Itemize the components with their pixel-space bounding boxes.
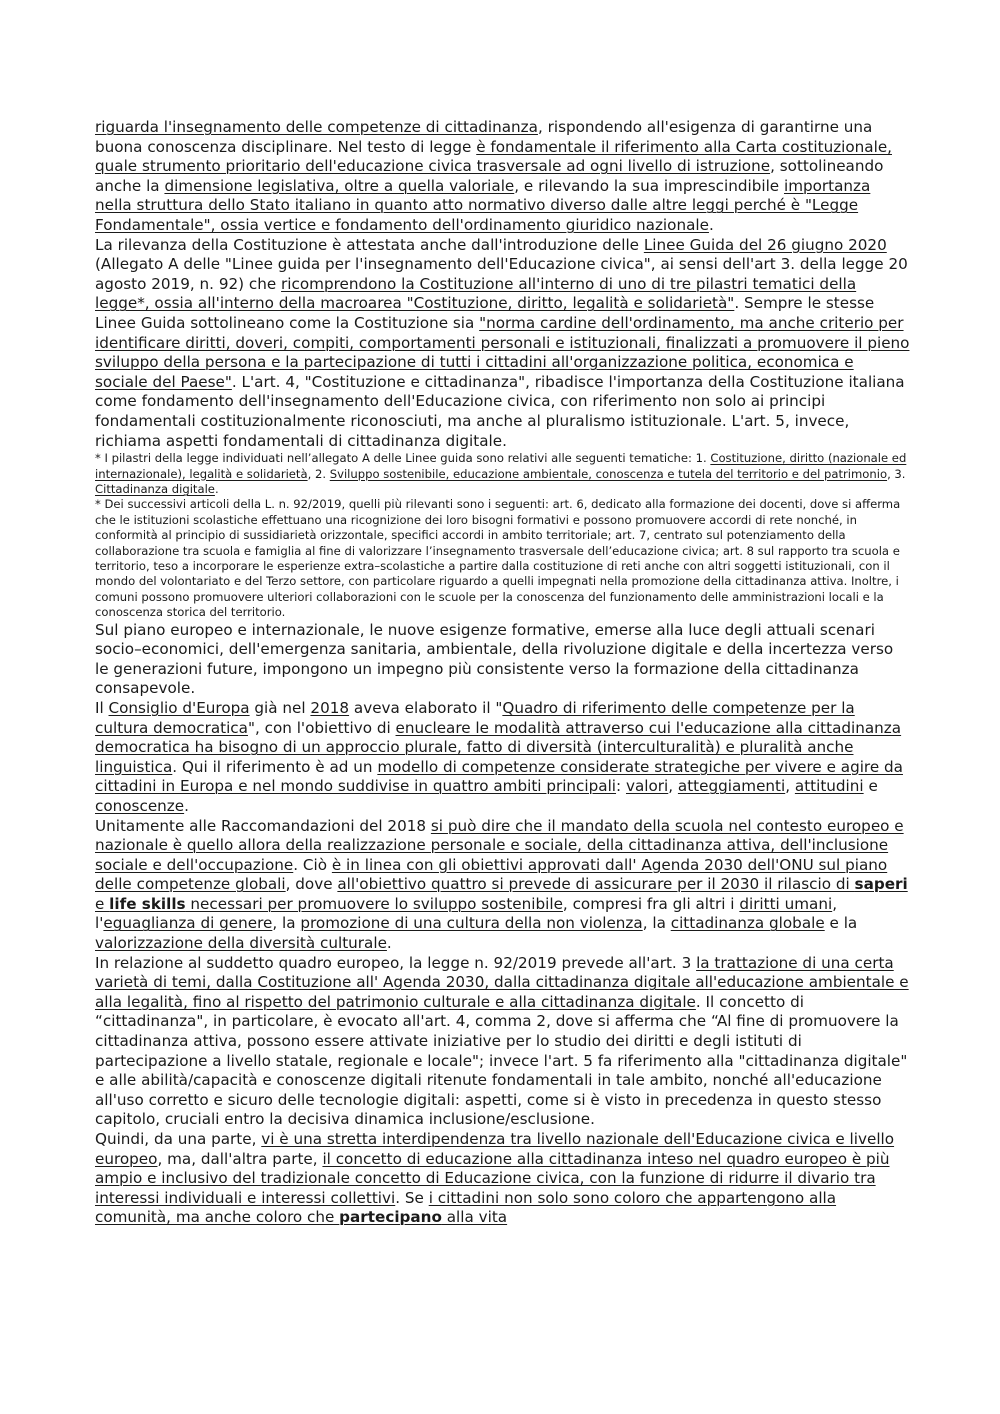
body-text: . [386, 934, 392, 953]
underlined-text: Sviluppo sostenibile, educazione ambientale, conoscenza e tutela del territorio e del patrimonio [329, 466, 888, 481]
body-text: . Il concetto di “cittadinanza", in particolare, è evocato all'art. 4, comma 2, dove si afferma che “Al fine di promuovere la cittadinanza attiva, possono essere attivate iniziative per lo studio dei diritti e degli istituti di partecipazione a livello statale, regionale e locale"; invece l'art. 5 fa riferimento alla "cittadinanza digitale" e alle abilità/capacità e conoscenze digitali ritenute fondamentali in tale ambito, nonché all'educazione all'uso corretto e sicuro delle tecnologie digitali: aspetti, come si è visto in precedenza in questo stesso capitolo, cruciali entro la decisiva dinamica inclusione/esclusione. [95, 992, 908, 1129]
paragraph-constitution-law [95, 118, 910, 236]
paragraph-guidelines [95, 236, 910, 452]
underlined-text: modello di competenze considerate strategiche per vivere e agire da cittadini in Europa e nel mondo suddivise in quattro ambiti principali [95, 757, 903, 796]
body-text: aveva elaborato il " [349, 698, 503, 717]
body-text: , dove [285, 875, 338, 894]
footnote-text: , 2. [307, 466, 330, 481]
bold-text: partecipano [339, 1208, 442, 1227]
body-text: . Qui il riferimento è ad un [172, 757, 378, 776]
body-text: . [184, 796, 189, 815]
underlined-text: riguarda l'insegnamento delle competenze di cittadinanza [95, 118, 538, 136]
body-text: , ma, dall'altra parte, [157, 1149, 323, 1168]
paragraph-recommendations-2018 [95, 817, 910, 954]
body-text: , sottolineando anche la [95, 157, 884, 195]
underlined-text: all'obiettivo quattro si prevede di assicurare per il 2030 il rilascio di [337, 875, 855, 894]
body-text: Il [95, 698, 109, 717]
underlined-text: valorizzazione della diversità culturale [95, 934, 387, 953]
body-text: e [863, 777, 878, 796]
underlined-text: si può dire che il mandato della scuola nel contesto europeo e nazionale è quello allora della realizzazione personale e sociale, della cittadinanza attiva, dell'inclusione sociale e dell'occupazione [95, 816, 904, 874]
body-text: Quindi, da una parte, [95, 1130, 262, 1148]
body-text: , [668, 777, 678, 796]
body-text: Unitamente alle Raccomandazioni del 2018 [95, 816, 431, 835]
underlined-text: attitudini [794, 777, 864, 796]
body-text: , rispondendo all'esigenza di garantirne una buona conoscenza disciplinare. Nel testo di legge [95, 118, 873, 156]
underlined-text: conoscenze [95, 796, 185, 815]
underlined-text: il concetto di educazione alla cittadinanza inteso nel quadro europeo è più ampio e inclusivo del tradizionale concetto di Educazione civica, con la funzione di ridurre il divario tra interessi individuali e interessi collettivi [95, 1149, 890, 1207]
body-text: ", con l'obiettivo di [247, 718, 396, 737]
body-text: . [708, 215, 714, 234]
underlined-text: Cittadinanza digitale [95, 481, 215, 496]
underlined-text: dimensione legislativa, oltre a quella valoriale [164, 176, 515, 195]
underlined-text: enucleare le modalità attraverso cui l'educazione alla cittadinanza democratica ha bisogno di un approccio plurale, fatto di diversità (interculturalità) e pluralità anche linguistica [95, 718, 902, 776]
bold-text: saperi [854, 875, 908, 894]
underlined-text: cittadinanza globale [670, 914, 825, 933]
body-text: , la [272, 914, 301, 933]
body-text: . L'art. 4, "Costituzione e cittadinanza", ribadisce l'importanza della Costituzione italiana come fondamento dell'insegnamento dell'Educazione civica, con riferimento non solo ai principi fondamentali costituzionalmente riconosciuti, ma anche al pluralismo istituzionale. L'art. 5, invece, richiama aspetti fondamentali di cittadinanza digitale. [95, 372, 905, 450]
underlined-text: i cittadini non solo sono coloro che appartengono alla comunità, ma anche coloro che [95, 1188, 837, 1227]
body-text: . Ciò [293, 855, 332, 874]
underlined-text: vi è una stretta interdipendenza tra livello nazionale dell'Educazione civica e livello europeo [95, 1130, 895, 1168]
body-text: , e rilevando la sua imprescindibile [514, 176, 784, 195]
underlined-text: valori [625, 777, 669, 796]
underlined-text: Linee Guida del 26 giugno 2020 [643, 235, 887, 254]
paragraph-council-of-europe [95, 699, 910, 817]
underlined-text: è fondamentale il riferimento alla Carta costituzionale, quale strumento prioritario dell'educazione civica trasversale ad ogni livello di istruzione [95, 137, 892, 176]
body-text: già nel [249, 698, 311, 717]
underlined-text: Costituzione, diritto (nazionale ed internazionale), legalità e solidarietà [95, 451, 907, 481]
body-text: . Se [395, 1188, 429, 1207]
footnote-text: . [214, 481, 219, 496]
underlined-text: 2018 [310, 698, 350, 717]
footnote-text: * I pilastri della legge individuati nell’allegato A delle Linee guida sono relativi alle seguenti tematiche: 1. [95, 451, 711, 466]
body-text: In relazione al suddetto quadro europeo, la legge n. 92/2019 prevede all'art. 3 [95, 953, 697, 972]
paragraph-european-context: Sul piano europeo e internazionale, le nuove esigenze formative, emerse alla luce degli attuali scenari socio–economici, dell'emergenza sanitaria, ambientale, della rivoluzione digitale e della incertezza verso le generazioni future, impongono un impegno più consistente verso la formazione della cittadinanza consapevole. [95, 620, 894, 698]
body-text: La rilevanza della Costituzione è attestata anche dall'introduzione delle [95, 235, 644, 254]
footnote-text: , 3. [887, 466, 906, 481]
body-text: : [616, 777, 626, 796]
body-text: e la [824, 914, 858, 933]
underlined-text: diritti umani [739, 894, 833, 913]
underlined-text: Quadro di riferimento delle competenze per la cultura democratica [95, 698, 855, 737]
footnote-pillars [95, 451, 910, 497]
body-text: (Allegato A delle "Linee guida per l'insegnamento dell'Educazione civica", ai sensi dell'art 3. della legge 20 agosto 2019, n. 92) che [95, 255, 908, 293]
underlined-text: Consiglio d'Europa [108, 698, 250, 717]
paragraph-law-92-2019 [95, 954, 910, 1130]
underlined-text: alla vita [441, 1208, 508, 1227]
underlined-text: eguaglianza di genere [103, 914, 273, 933]
underlined-text: necessari per promuovere lo sviluppo sostenibile [185, 894, 563, 913]
underlined-text: ricomprendono la Costituzione all'interno di uno di tre pilastri tematici della legge*, ossia all'interno della macroarea "Costituzione, diritto, legalità e solidarietà" [95, 274, 857, 313]
body-text: , [785, 777, 795, 796]
underlined-text: atteggiamenti [677, 777, 786, 796]
underlined-text: promozione di una cultura della non violenza [300, 914, 643, 933]
body-text: . Sempre le stesse Linee Guida sottolineano come la Costituzione sia [95, 294, 875, 332]
bold-text: life skills [109, 894, 186, 913]
underlined-text: la trattazione di una certa varietà di temi, dalla Costituzione all' Agenda 2030, dalla cittadinanza digitale all'educazione ambientale e alla legalità, fino al rispetto del patrimonio culturale e alla cittadinanza digitale [95, 953, 909, 1011]
underlined-text: importanza nella struttura dello Stato italiano in quanto atto normativo diverso dalle altre leggi perché è "Legge Fondamentale", ossia vertice e fondamento dell'ordinamento giuridico nazionale [95, 176, 871, 234]
body-text: , la [642, 914, 671, 933]
body-text: , l' [95, 894, 838, 933]
underlined-text: "norma cardine dell'ordinamento, ma anche criterio per identificare diritti, doveri, compiti, comportamenti personali e istituzionali, finalizzati a promuovere il pieno sviluppo della persona e la partecipazione di tutti i cittadini all'organizzazione politica, economica e sociale del Paese" [95, 313, 910, 391]
underlined-text: è in linea con gli obiettivi approvati dall' Agenda 2030 dell'ONU sul piano delle competenze globali [95, 855, 888, 894]
paragraph-interdependence [95, 1130, 910, 1228]
document-page [95, 118, 910, 1228]
body-text: , compresi fra gli altri i [562, 894, 740, 913]
underlined-text: e [95, 894, 110, 913]
footnote-articles: * Dei successivi articoli della L. n. 92/2019, quelli più rilevanti sono i seguenti: art. 6, dedicato alla formazione dei docenti, dove si afferma che le istituzioni scolastiche effettuano una ricognizione dei loro bisogni formativi e possono promuovere accordi di rete nonché, in conformità al principio di sussidiarietà orizzontale, specifici accordi in ambito territoriale; art. 7, centrato sul potenziamento della collaborazione tra scuola e famiglia al fine di valorizzare l’insegnamento trasversale dell’educazione civica; art. 8 sul rapporto tra scuola e territorio, teso a incorporare le esperienze extra–scolastiche a partire dalla costituzione di reti anche con altri soggetti istituzionali, con il mondo del volontariato e del Terzo settore, con particolare riguardo a quelli impegnati nella promozione della cittadinanza attiva. Inoltre, i comuni possono promuovere ulteriori collaborazioni con le scuole per la conoscenza del funzionamento delle amministrazioni locali e la conoscenza storica del territorio. [95, 497, 901, 620]
